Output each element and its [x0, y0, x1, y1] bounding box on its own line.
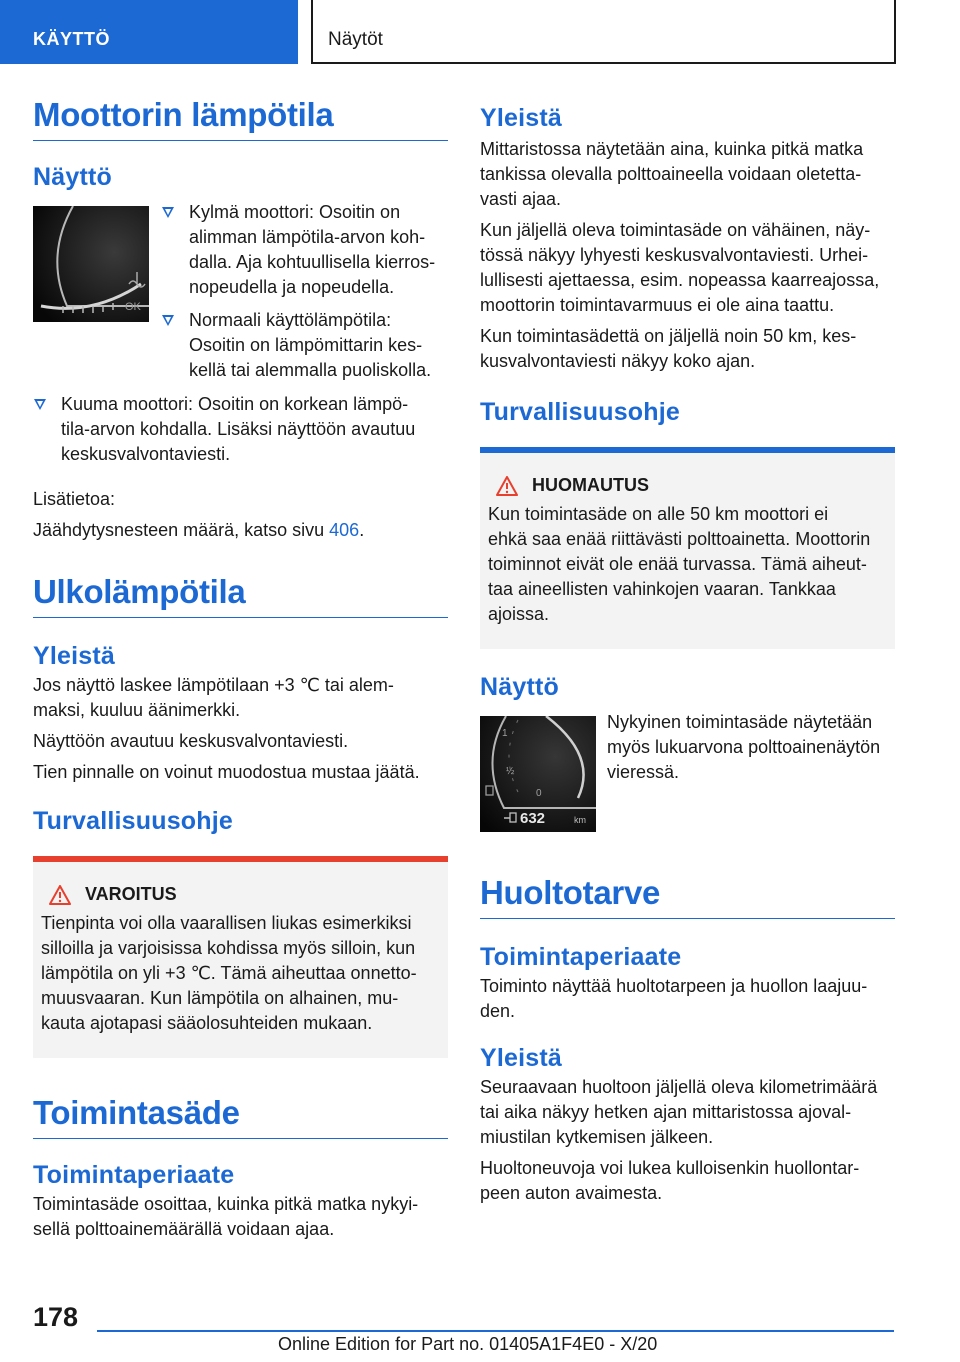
footer-rule: [97, 1330, 894, 1332]
range-unit: km: [574, 815, 586, 825]
triangle-bullet-icon: [162, 315, 174, 326]
warning-title: VAROITUS: [85, 884, 177, 904]
range-general-p3: Kun toimintasädettä on jäljellä noin 50 km, kes- kusvalvontaviesti näkyy koko ajan.: [480, 326, 857, 371]
header-section-tab: KÄYTTÖ: [0, 0, 298, 64]
engine-bullets-bottom: [33, 392, 448, 467]
service-general-p1: Seuraavaan huoltoon jäljellä oleva kilometrimäärä tai aika näkyy hetken ajan mittaristossa ajoval- miustilan kytkemisen jälkeen.: [480, 1077, 878, 1147]
notice-text: Kun toimintasäde on alle 50 km moottori ei ehkä saa enää riittävästi polttoainetta. Moottorin toiminnot eivät ole enää turvassa. Tämä aiheut- taa aineellisten vahinkojen vaaran. Tankkaa ajoissa.: [488, 504, 871, 624]
notice-bar: [480, 447, 895, 453]
engine-figure-row: [33, 202, 448, 383]
triangle-bullet-icon: [34, 399, 46, 410]
outside-p1: Jos näyttö laskee lämpötilaan +3 ℃ tai alem- maksi, kuuluu äänimerkki.: [33, 675, 394, 720]
range-figure-row: [480, 712, 895, 832]
range-gauge-image: [480, 716, 596, 832]
engine-display-heading: Näyttö: [33, 163, 112, 191]
notice-box: [480, 447, 895, 649]
warning-box: [33, 856, 448, 1058]
page-link-406[interactable]: 406: [329, 520, 360, 540]
gauge-tick-half: ½: [506, 766, 515, 777]
range-general-p2: Kun jäljellä oleva toimintasäde on vähäinen, näy- tössä näkyy lyhyesti keskusvalvontaviesti. Urhei- lullisesti ajettaessa, esim. nopeassa kaarreajossa, moottorin toimintavarmuus ei ole aina taattu.: [480, 220, 880, 315]
outside-p2: Näyttöön avautuu keskusvalvontaviesti.: [33, 731, 349, 751]
engine-bullets-top: [161, 200, 435, 383]
header-chapter-tab: Näytöt: [311, 0, 896, 64]
warning-text: Tienpinta voi olla vaarallisen liukas esimerkiksi silloilla ja varjoisissa kohdissa myös silloin, kun lämpötila on yli +3 ℃. Tämä aiheuttaa onnetto- muusvaaran. Kun lämpötila on alhainen, mu- kauta ajotapasi sääolosuhteiden mukaan.: [41, 913, 417, 1033]
outside-safety-heading: Turvallisuusohje: [33, 807, 234, 835]
footer-edition: Online Edition for Part no. 01405A1F4E0 - X/20: [278, 1334, 658, 1354]
warning-triangle-icon: [49, 885, 71, 905]
outside-p3: Tien pinnalle on voinut muodostua mustaa jäätä.: [33, 762, 420, 782]
range-principle-heading: Toimintaperiaate: [33, 1161, 235, 1189]
coolant-reference: Jäähdytysnesteen määrä, katso sivu 406.: [33, 520, 365, 540]
temp-gauge-graphic: [33, 206, 149, 322]
service-general-heading: Yleistä: [480, 1044, 563, 1072]
engine-temp-gauge-image: [33, 206, 149, 322]
left-column: [33, 96, 448, 1242]
triangle-bullet-icon: [162, 207, 174, 218]
range-display-heading: Näyttö: [480, 673, 559, 701]
gauge-tick-full: 1: [502, 728, 508, 739]
service-general-p2: Huoltoneuvoja voi lukea kulloisenkin huollontar- peen auton avaimesta.: [480, 1158, 860, 1203]
range-general-p1: Mittaristossa näytetään aina, kuinka pitkä matka tankissa olevalla polttoaineella voidaan oletetta- vasti ajaa.: [480, 139, 864, 209]
service-principle-heading: Toimintaperiaate: [480, 943, 682, 971]
range-display-text: Nykyinen toimintasäde näytetään myös lukuarvona polttoainenäytön vieressä.: [607, 712, 881, 782]
outside-general-heading: Yleistä: [33, 642, 116, 670]
notice-title: HUOMAUTUS: [532, 475, 649, 495]
ok-label: OK: [125, 301, 141, 313]
engine-temp-title: Moottorin lämpötila: [33, 96, 448, 141]
list-item: Kuuma moottori: Osoitin on korkean lämpö- tila-arvon kohdalla. Lisäksi näyttöön avautuu keskusvalvontaviesti.: [33, 392, 448, 467]
warning-triangle-icon: [496, 476, 518, 496]
warning-title-row: [41, 884, 440, 905]
range-value: 632: [520, 810, 546, 827]
right-column: [480, 104, 895, 1206]
service-principle-text: Toiminto näyttää huoltotarpeen ja huollon laajuu- den.: [480, 976, 868, 1021]
range-general-heading: Yleistä: [480, 104, 563, 132]
list-item: Normaali käyttölämpötila: Osoitin on lämpömittarin kes- kellä tai alemmalla puoliskolla.: [161, 308, 435, 383]
warning-bar: [33, 856, 448, 862]
more-info-label: Lisätietoa:: [33, 489, 116, 509]
range-title: Toimintasäde: [33, 1094, 448, 1139]
fuel-gauge-graphic: [480, 716, 596, 832]
outside-temp-title: Ulkolämpötila: [33, 573, 448, 618]
gauge-tick-empty: 0: [536, 788, 542, 799]
service-title: Huoltotarve: [480, 874, 895, 919]
notice-title-row: [488, 475, 887, 496]
page-number: 178: [33, 1302, 79, 1332]
range-safety-heading: Turvallisuusohje: [480, 398, 681, 426]
list-item: Kylmä moottori: Osoitin on alimman lämpötila-arvon koh- dalla. Aja kohtuullisella kierros- nopeudella ja nopeudella.: [161, 200, 435, 300]
range-principle-text: Toimintasäde osoittaa, kuinka pitkä matka nykyi- sellä polttoainemäärällä voidaan ajaa.: [33, 1194, 419, 1239]
